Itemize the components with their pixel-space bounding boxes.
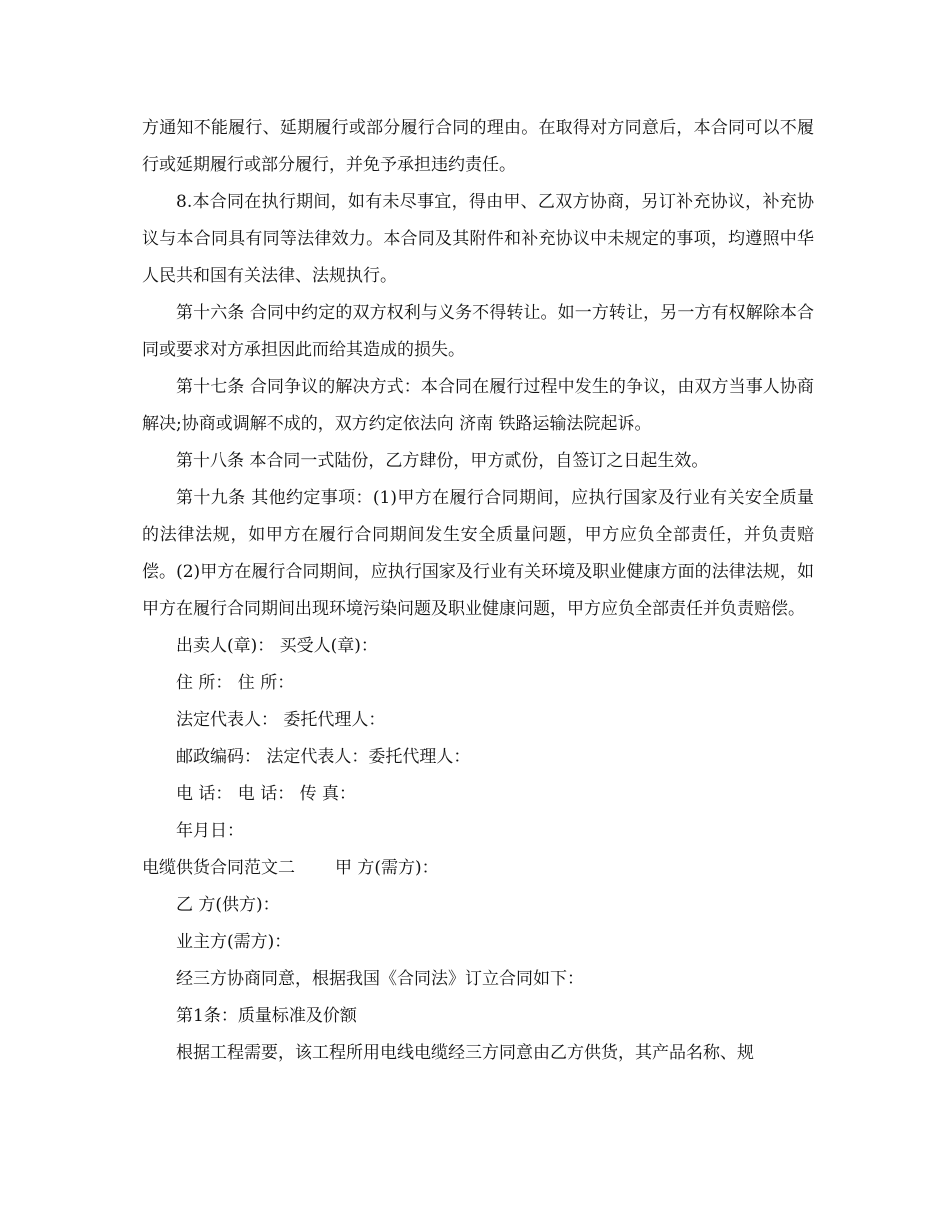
signature-line-postcode: 邮政编码： 法定代表人：委托代理人： [176,747,471,767]
signature-line-date: 年月日： [176,821,244,841]
party-a-label: 甲 方(需方)： [335,858,439,878]
paragraph-article-17: 第十七条 合同争议的解决方式：本合同在履行过程中发生的争议，由双方当事人协商解决;协商或调解不成的，双方约定依法向 济南 铁路运输法院起诉。 [142,377,814,434]
paragraph-article-19: 第十九条 其他约定事项：(1)甲方在履行合同期间，应执行国家及行业有关安全质量的法律法规，如甲方在履行合同期间发生安全质量问题，甲方应负全部责任，并负责赔偿。(2)甲方在履行合同期间，应执行国家及行业有关环境及职业健康方面的法律法规，如甲方在履行合同期间出现环境污染问题及职业健康问题，甲方应负全部责任并负责赔偿。 [142,488,814,619]
article-1-heading: 第1条：质量标准及价额 [176,1006,357,1026]
paragraph-clause-8: 8.本合同在执行期间，如有未尽事宜，得由甲、乙双方协商，另订补充协议，补充协议与本合同具有同等法律效力。本合同及其附件和补充协议中未规定的事项，均遵照中华人民共和国有关法律、法规执行。 [142,192,814,286]
paragraph-force-majeure-continued: 方通知不能履行、延期履行或部分履行合同的理由。在取得对方同意后，本合同可以不履行或延期履行或部分履行，并免予承担违约责任。 [142,118,814,175]
owner-party-label: 业主方(需方)： [176,932,292,952]
signature-line-seller-buyer: 出卖人(章)： 买受人(章)： [176,636,378,656]
signature-line-legal-rep: 法定代表人： 委托代理人： [176,710,386,730]
document-body [142,110,814,1072]
paragraph-product-supply: 根据工程需要，该工程所用电线电缆经三方同意由乙方供货，其产品名称、规 [176,1043,754,1063]
section-title-line [142,850,814,887]
section-title: 电缆供货合同范文二 [142,858,295,878]
paragraph-article-16: 第十六条 合同中约定的双方权利与义务不得转让。如一方转让，另一方有权解除本合同或要求对方承担因此而给其造成的损失。 [142,303,814,360]
paragraph-article-18: 第十八条 本合同一式陆份，乙方肆份，甲方贰份，自签订之日起生效。 [176,451,709,471]
party-b-label: 乙 方(供方)： [176,895,280,915]
signature-line-address: 住 所： 住 所： [176,673,295,693]
agreement-intro: 经三方协商同意，根据我国《合同法》订立合同如下： [176,969,584,989]
signature-line-phone-fax: 电 话： 电 话： 传 真： [176,784,357,804]
